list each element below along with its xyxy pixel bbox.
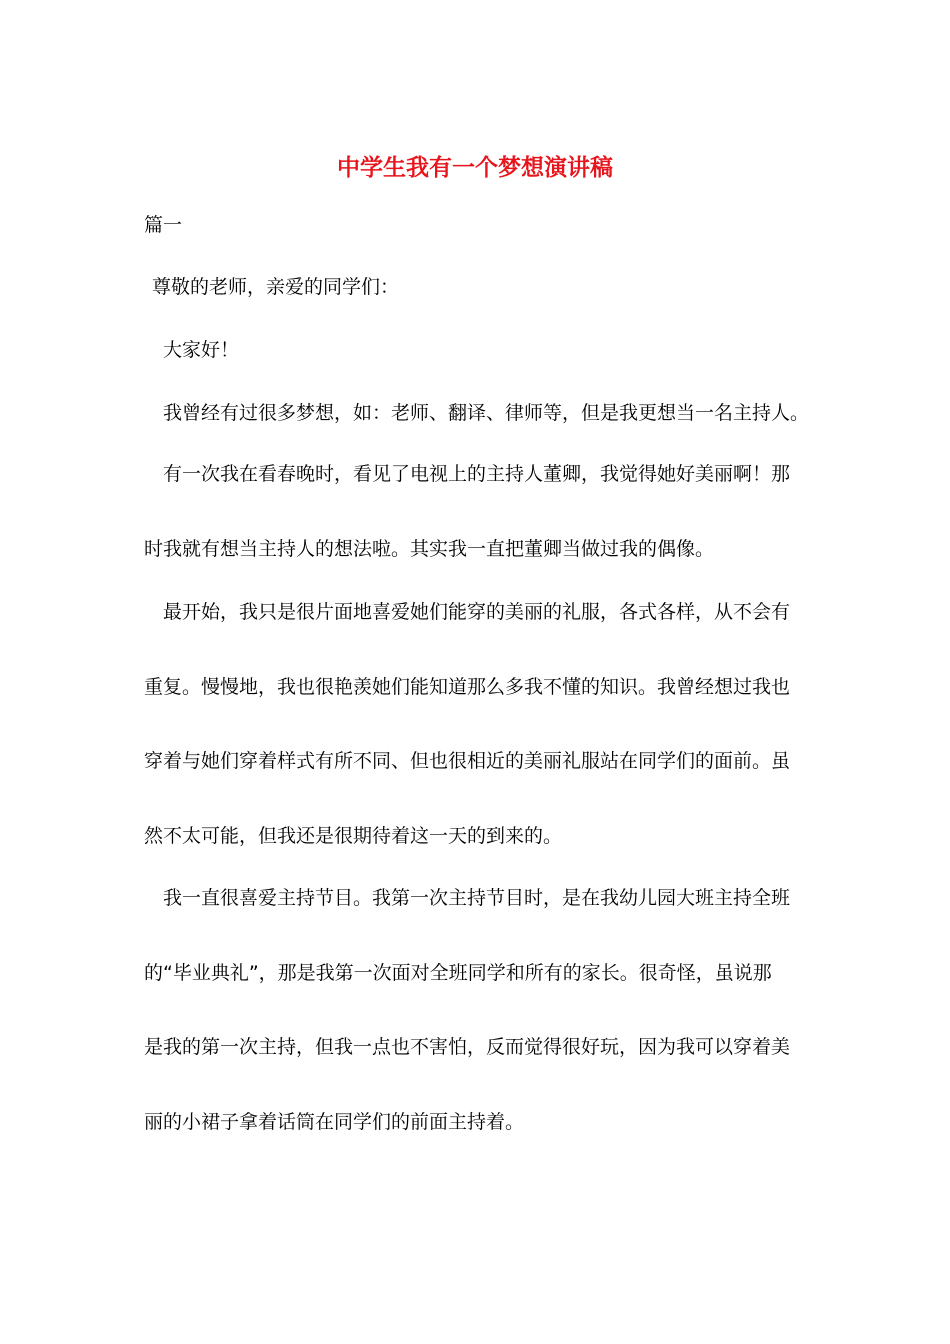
paragraph-line: 有一次我在看春晚时，看见了电视上的主持人董卿，我觉得她好美丽啊！那	[163, 463, 791, 485]
paragraph-line: 时我就有想当主持人的想法啦。其实我一直把董卿当做过我的偶像。	[144, 538, 715, 560]
paragraph-line: 穿着与她们穿着样式有所不同、但也很相近的美丽礼服站在同学们的面前。虽	[144, 750, 791, 772]
paragraph-line: 我曾经有过很多梦想，如：老师、翻译、律师等，但是我更想当一名主持人。	[163, 402, 810, 424]
paragraph-line: 丽的小裙子拿着话筒在同学们的前面主持着。	[144, 1111, 525, 1133]
paragraph-line: 是我的第一次主持，但我一点也不害怕，反而觉得很好玩，因为我可以穿着美	[144, 1036, 791, 1058]
paragraph-line: 重复。慢慢地，我也很艳羡她们能知道那么多我不懂的知识。我曾经想过我也	[144, 676, 791, 698]
greeting-line: 大家好！	[163, 339, 240, 361]
paragraph-line: 的“毕业典礼”，那是我第一次面对全班同学和所有的家长。很奇怪，虽说那	[144, 962, 772, 984]
document-title: 中学生我有一个梦想演讲稿	[337, 154, 613, 181]
section-label: 篇一	[144, 214, 183, 236]
salutation-line: 尊敬的老师，亲爱的同学们：	[152, 276, 400, 298]
paragraph-line: 我一直很喜爱主持节目。我第一次主持节目时，是在我幼儿园大班主持全班	[163, 887, 791, 909]
paragraph-line: 然不太可能，但我还是很期待着这一天的到来的。	[144, 825, 563, 847]
paragraph-line: 最开始，我只是很片面地喜爱她们能穿的美丽的礼服，各式各样，从不会有	[163, 601, 791, 623]
